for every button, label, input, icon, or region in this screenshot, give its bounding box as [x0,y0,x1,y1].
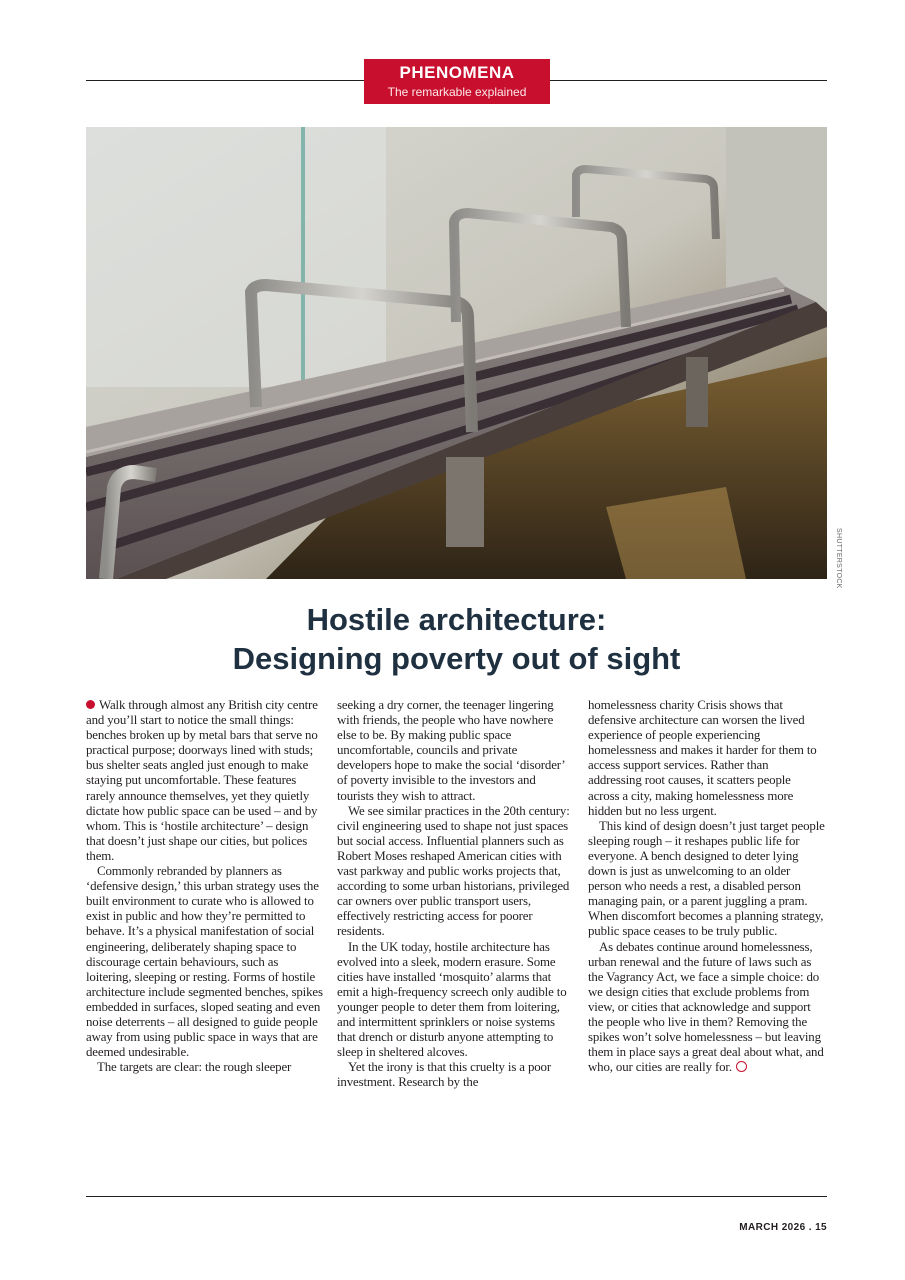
paragraph-text: As debates continue around homelessness, urban renewal and the future of laws such as the Vagrancy Act, we face a simple choice: do we design cities that exclude problems from view, or cities that acknowledge and support the people who live in them? Removing the spikes won’t solve homelessness – but leaving them in place says a great deal about what, and who, our cities are really for. [588,939,824,1075]
bullet-icon [86,700,95,709]
page-folio: MARCH 2026 . 15 [739,1222,827,1233]
paragraph: seeking a dry corner, the teenager lingering with friends, the people who have nowhere else to be. By making public space uncomfortable, councils and private developers hope to make the social ‘disorder’ of poverty invisible to the investors and tourists they wish to attract. [337,698,565,803]
photo-credit: SHUTTERSTOCK [835,528,842,589]
section-subtitle: The remarkable explained [387,85,527,99]
column-2 [337,698,574,1090]
paragraph: Commonly rebranded by planners as ‘defensive design,’ this urban strategy uses the built environment to curate who is allowed to exist in public and how they’re permitted to behave. It’s a physical manifestation of social engineering, deliberately shaping space to discourage certain behaviours, such as loitering, sleeping or resting. Forms of hostile architecture include segmented benches, spikes embedded in surfaces, sloped seating and even noise deterrents – all designed to guide people away from using public space in ways that are deemed undesirable. [86,864,323,1060]
headline-line-1: Hostile architecture: [306,602,607,637]
paragraph: homelessness charity Crisis shows that defensive architecture can worsen the lived experience of people experiencing homelessness and makes it harder for them to access support services. Rather than addressing root causes, it scatters people across a city, making homelessness more hidden but no less urgent. [588,698,817,818]
column-3 [588,698,825,1090]
article-headline [86,600,827,678]
paragraph: We see similar practices in the 20th century: civil engineering used to shape not just spaces but social access. Influential planners such as Robert Moses reshaped American cities with vast parkway and public works projects that, according to some urban historians, privileged car owners over public transport users, effectively restricting access for poorer residents. [337,803,570,939]
column-1 [86,698,323,1090]
headline-line-2: Designing poverty out of sight [232,641,681,676]
end-mark-icon [736,1061,747,1072]
bench-photo-illustration [86,127,827,579]
paragraph: In the UK today, hostile architecture has evolved into a sleek, modern erasure. Some cities have installed ‘mosquito’ alarms that emit a high-frequency screech only audible to younger people to deter them from loitering, and intermittent sprinklers or noise systems that drench or disturb anyone attempting to sleep in sheltered alcoves. [337,939,567,1060]
article-body [86,698,827,1090]
section-tag [364,59,550,104]
paragraph [86,698,323,864]
bottom-rule [86,1196,827,1197]
paragraph: The targets are clear: the rough sleeper [97,1060,292,1075]
paragraph: This kind of design doesn’t just target people sleeping rough – it reshapes public life for everyone. A bench designed to deter lying down is just as unwelcoming to an older person who needs a rest, a disabled person managing pain, or a parent juggling a pram. When discomfort becomes a planning strategy, public space ceases to be truly public. [588,818,825,939]
section-label: PHENOMENA [399,63,515,82]
hero-photo [86,127,827,579]
paragraph: Yet the irony is that this cruelty is a poor investment. Research by the [337,1060,551,1090]
paragraph-text: Walk through almost any British city centre and you’ll start to notice the small things: benches broken up by metal bars that serve no practical purpose; doorways lined with studs; bus shelter seats angled just enough to make staying put uncomfortable. These features rarely announce themselves, yet they quietly dictate how public space can be used – and by whom. This is ‘hostile architecture’ – design that doesn’t just shape our cities, but polices them. [86,698,318,863]
paragraph [588,940,825,1076]
